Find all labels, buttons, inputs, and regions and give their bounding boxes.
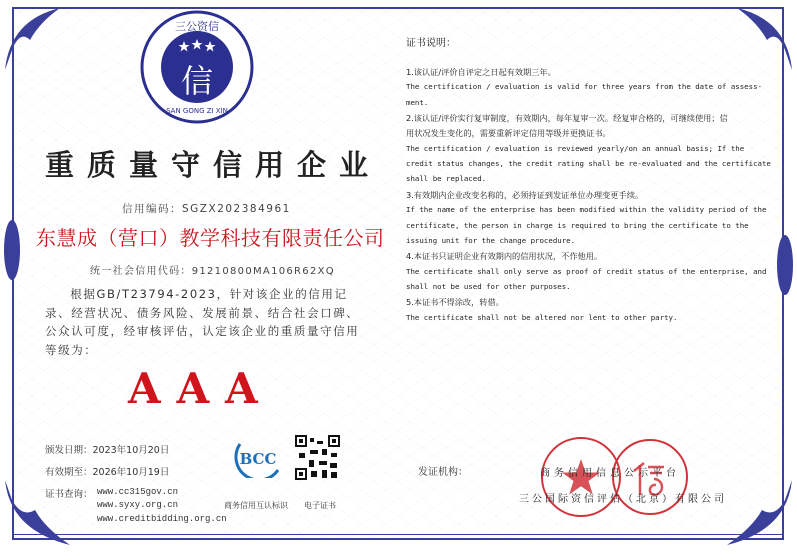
issuer-platform: 商务信用信息公示平台 [540,468,680,479]
note-line: ment. [406,97,429,107]
bcc-label: 商务信用互认标识 [224,501,288,510]
corner-ornament-bottom-right [727,480,792,545]
credit-code: 信用编码：SGZX202384961 [122,203,291,215]
query-label: 证书查询： [45,489,93,500]
credit-rating: AAA [128,364,274,413]
qr-label: 电子证书 [304,501,336,510]
note-line: The certificate shall not be altered nor lent to other party. [406,312,678,322]
note-line: 5.本证书不得涂改，转借。 [406,297,504,308]
statement-paragraph: 根据GB/T23794-2023，针对该企业的信用记录、经营状况、债务风险、发展前景、结合社会口碑、公众认可度，经审核评估，认定该企业的重质量守信用等级为： [45,287,360,357]
issuer-company: 三公国际资信评估（北京）有限公司 [519,494,727,505]
svg-text:BCC: BCC [239,450,277,468]
side-ornament-right [777,235,793,295]
bcc-logo [228,438,284,478]
note-line: 3.有效期内企业改变名称的，必须持证到发证单位办理变更手续。 [406,189,644,200]
corner-ornament-top-left [5,8,60,70]
note-line: The certification / evaluation is valid for three years from the date of assess- [406,82,762,92]
note-line: issuing unit for the change procedure. [406,235,576,245]
note-line: The certificate shall only serve as proof of credit status of the enterprise, and [406,266,767,276]
corner-ornament-top-right [737,8,792,70]
note-line: The certification / evaluation is reviewed yearly/on an annual basis; If the [406,143,745,153]
unified-social-credit-code: 统一社会信用代码：91210800MA106R62XQ [90,266,335,277]
note-line: 1.该认证/评价自评定之日起有效期三年。 [406,67,556,77]
qr-code[interactable] [295,435,340,480]
note-line: If the name of the enterprise has been modified within the validity period of the [406,205,767,215]
query-url[interactable]: www.creditbidding.org.cn [97,514,227,524]
issuer-label: 发证机构： [418,467,468,478]
svg-text:SAN GONG ZI XIN: SAN GONG ZI XIN [166,107,228,115]
sangong-logo [140,10,255,125]
svg-text:三公资信: 三公资信 [175,20,219,33]
note-line: 4.本证书只证明企业有效期内的信用状况，不作他用。 [406,251,603,262]
issue-date: 颁发日期：2023年10月20日 [45,445,170,456]
note-line: shall be replaced. [406,174,487,184]
query-url[interactable]: www.cc315gov.cn [97,487,179,497]
svg-text:信: 信 [180,62,214,100]
note-line: credit status changes, the credit rating shall be re-evaluated and the certificate [406,159,771,169]
side-ornament-left [4,220,20,280]
note-line: 2.该认证/评价实行复审制度，有效期内，每年复审一次。经复审合格的，可继续使用；信 [406,113,728,124]
note-line: 用状况发生变化的，需要重新评定信用等级并更换证书。 [406,128,611,139]
valid-until: 有效期至：2026年10月19日 [45,467,170,478]
query-url[interactable]: www.syxy.org.cn [97,500,179,510]
notes-heading: 证书说明： [406,38,456,49]
company-name: 东慧成（营口）教学科技有限责任公司 [36,226,385,250]
note-line: shall not be used for other purposes. [406,281,571,291]
certificate-title: 重质量守信用企业 [45,148,382,182]
note-line: certificate, the person in charge is required to bring the certificate to the [406,220,749,230]
